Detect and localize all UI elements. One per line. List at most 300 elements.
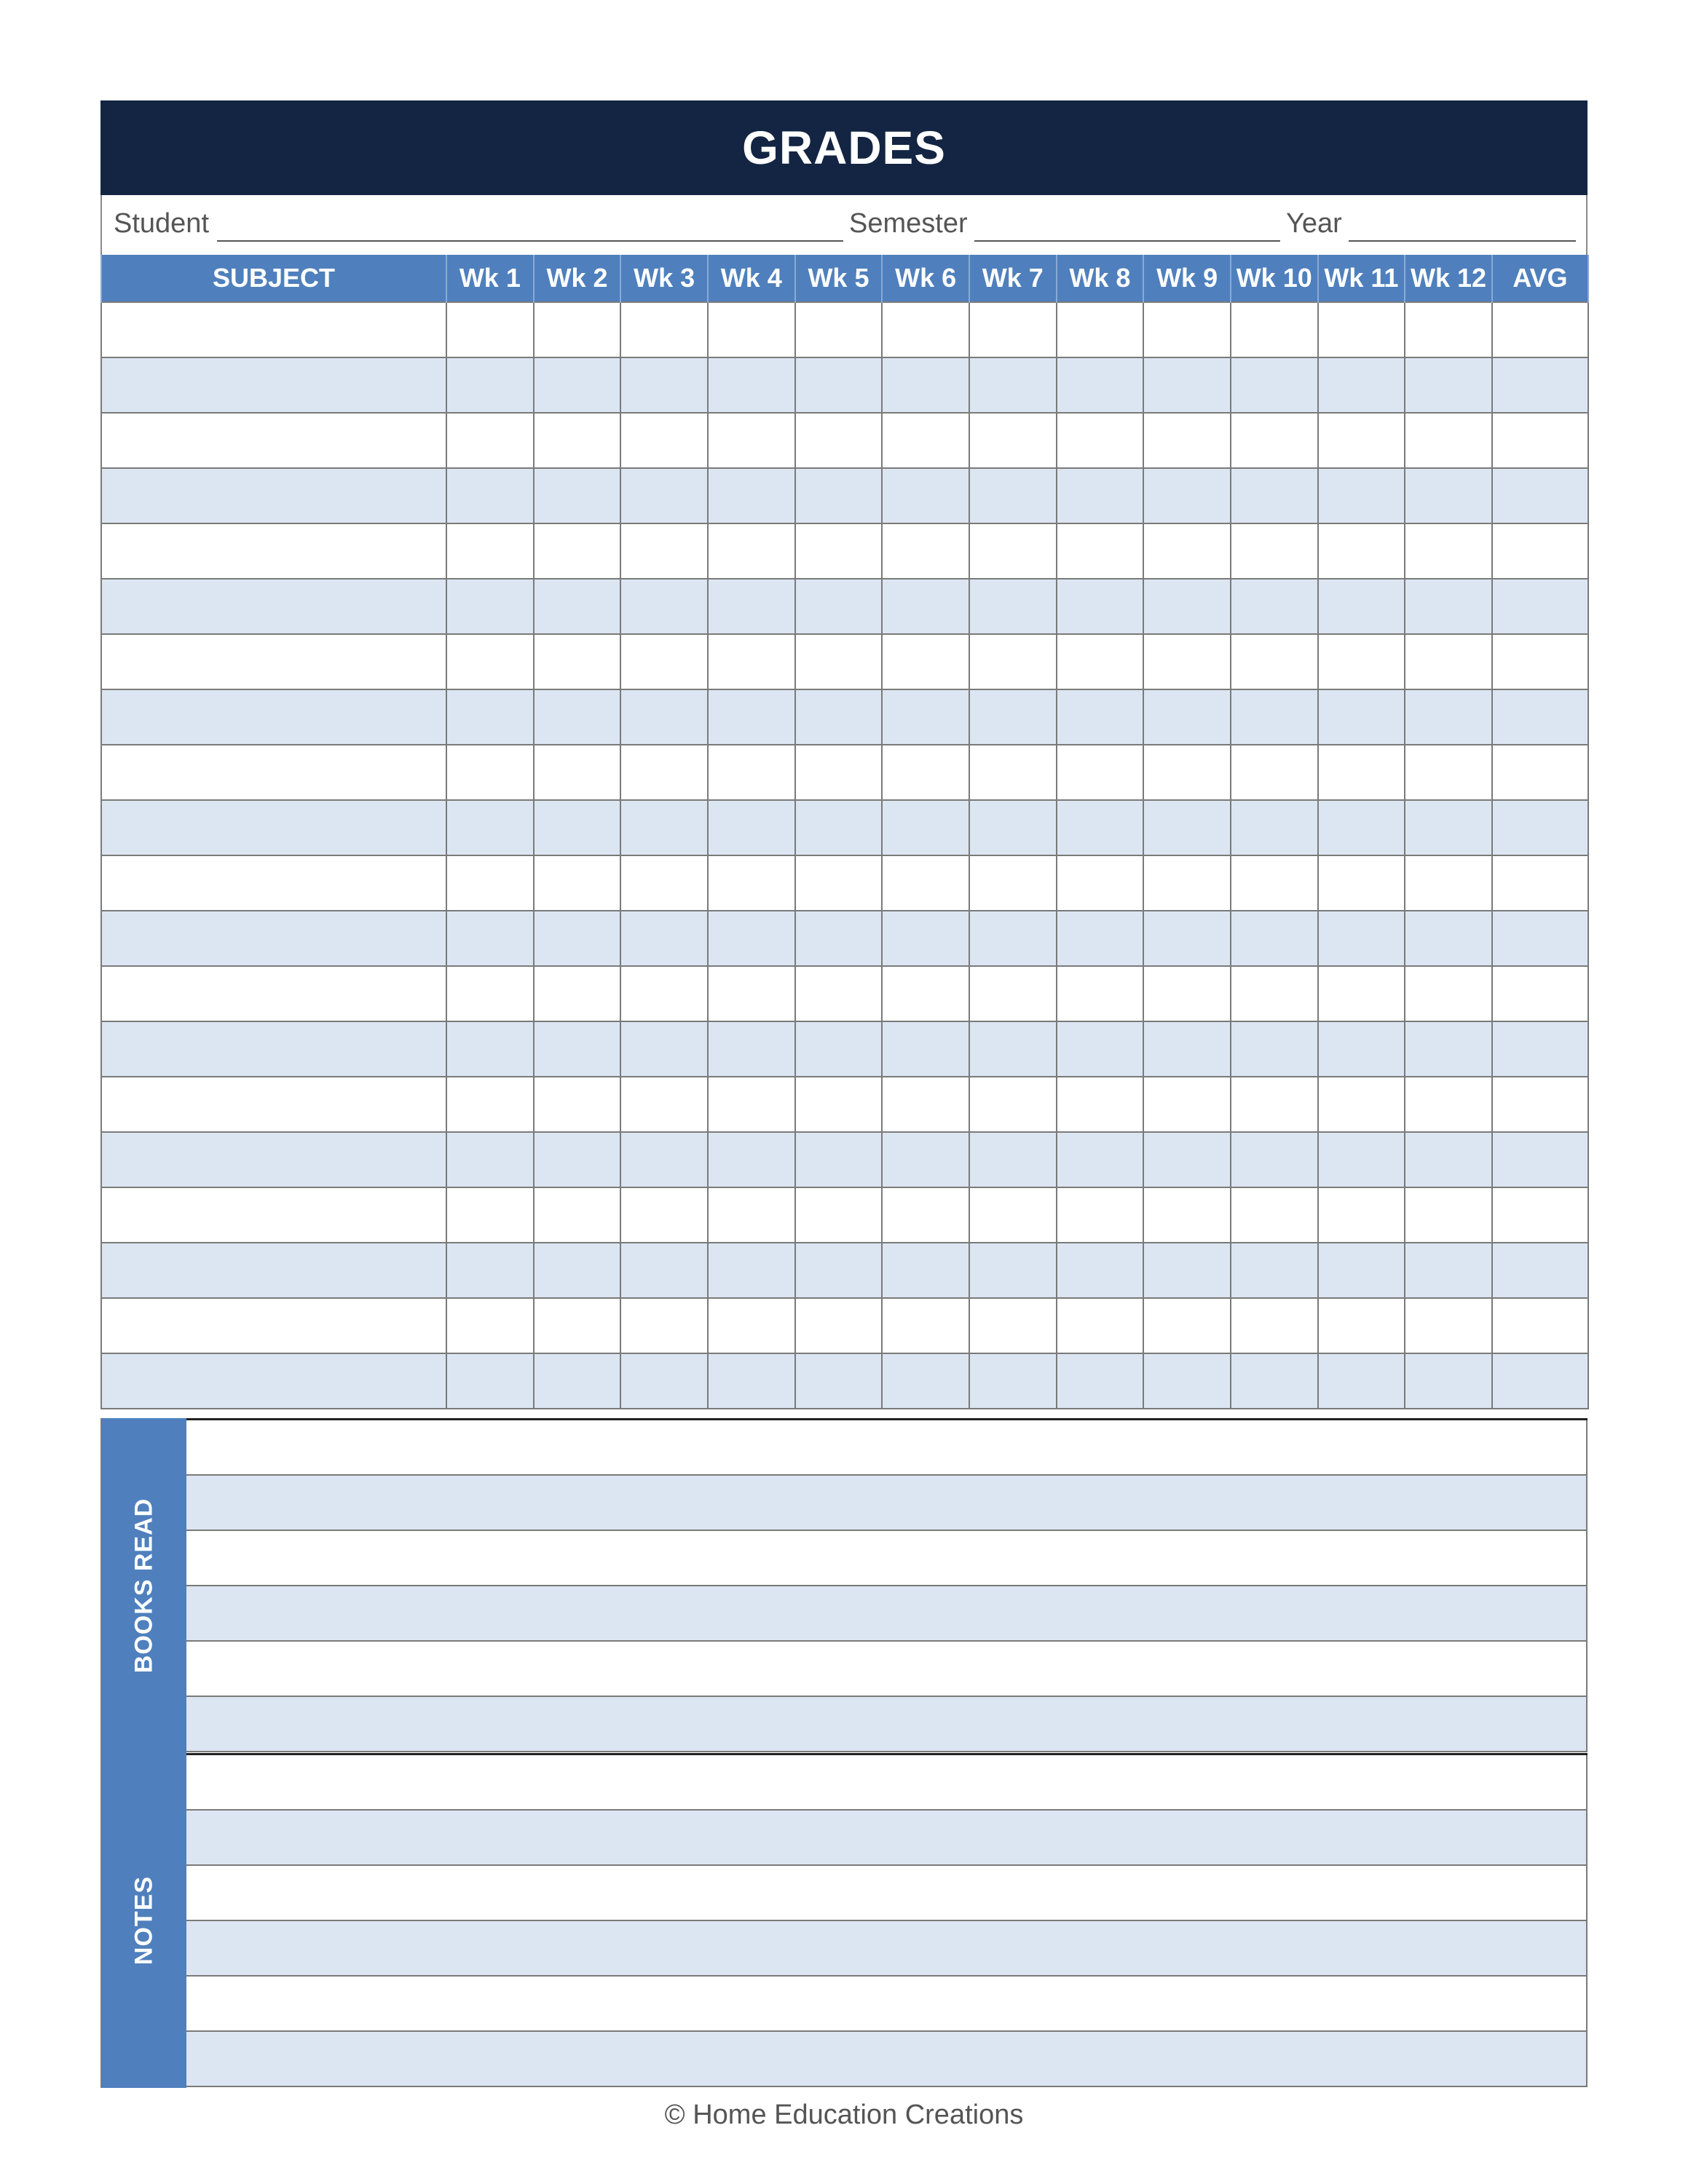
grade-cell[interactable] <box>1057 1298 1144 1353</box>
grade-cell[interactable] <box>882 1298 969 1353</box>
grade-cell[interactable] <box>969 1353 1057 1409</box>
header-week: Wk 7 <box>969 255 1057 302</box>
grade-cell[interactable] <box>969 855 1057 911</box>
grade-cell[interactable] <box>620 689 708 745</box>
grade-cell[interactable] <box>446 1353 534 1409</box>
grade-cell[interactable] <box>446 413 534 468</box>
grade-cell[interactable] <box>1318 855 1405 911</box>
grade-cell[interactable] <box>882 966 969 1021</box>
subject-cell[interactable] <box>101 468 446 523</box>
grade-cell[interactable] <box>620 634 708 689</box>
grade-cell[interactable] <box>534 800 621 855</box>
grade-cell[interactable] <box>1318 468 1405 523</box>
grade-cell[interactable] <box>1405 689 1492 745</box>
grade-cell[interactable] <box>1057 523 1144 579</box>
grade-cell[interactable] <box>1057 413 1144 468</box>
avg-cell[interactable] <box>1492 745 1588 800</box>
subject-cell[interactable] <box>101 634 446 689</box>
grade-cell[interactable] <box>620 911 708 966</box>
grade-cell[interactable] <box>1231 357 1318 413</box>
grade-cell[interactable] <box>969 1077 1057 1132</box>
grade-cell[interactable] <box>708 579 795 634</box>
avg-cell[interactable] <box>1492 634 1588 689</box>
grade-cell[interactable] <box>882 1187 969 1243</box>
grade-cell[interactable] <box>1057 1187 1144 1243</box>
grade-cell[interactable] <box>1231 1021 1318 1077</box>
grade-row <box>101 523 1588 579</box>
grade-cell[interactable] <box>708 1077 795 1132</box>
grade-cell[interactable] <box>446 1132 534 1187</box>
grade-cell[interactable] <box>534 1021 621 1077</box>
grade-cell[interactable] <box>1143 413 1231 468</box>
grade-cell[interactable] <box>1057 1353 1144 1409</box>
grade-cell[interactable] <box>969 523 1057 579</box>
grade-cell[interactable] <box>708 1187 795 1243</box>
grade-cell[interactable] <box>1231 1298 1318 1353</box>
grade-cell[interactable] <box>1143 966 1231 1021</box>
grade-cell[interactable] <box>882 468 969 523</box>
grade-cell[interactable] <box>534 579 621 634</box>
grade-cell[interactable] <box>446 855 534 911</box>
grade-cell[interactable] <box>1405 468 1492 523</box>
grade-cell[interactable] <box>1057 1021 1144 1077</box>
avg-cell[interactable] <box>1492 855 1588 911</box>
grade-cell[interactable] <box>534 357 621 413</box>
student-field[interactable] <box>217 240 843 242</box>
subject-cell[interactable] <box>101 357 446 413</box>
notes-line[interactable] <box>186 1811 1588 1866</box>
grade-cell[interactable] <box>1405 1187 1492 1243</box>
grade-cell[interactable] <box>1318 800 1405 855</box>
grade-cell[interactable] <box>1318 911 1405 966</box>
grade-cell[interactable] <box>1231 855 1318 911</box>
grade-cell[interactable] <box>534 1298 621 1353</box>
grade-cell[interactable] <box>534 413 621 468</box>
notes-line[interactable] <box>186 1755 1588 1811</box>
grade-cell[interactable] <box>1231 966 1318 1021</box>
grade-cell[interactable] <box>446 1187 534 1243</box>
grade-cell[interactable] <box>969 911 1057 966</box>
avg-cell[interactable] <box>1492 966 1588 1021</box>
grade-cell[interactable] <box>446 468 534 523</box>
grade-cell[interactable] <box>708 634 795 689</box>
grade-cell[interactable] <box>1405 745 1492 800</box>
grade-cell[interactable] <box>969 579 1057 634</box>
notes-line[interactable] <box>186 1866 1588 1921</box>
avg-cell[interactable] <box>1492 579 1588 634</box>
grade-cell[interactable] <box>1318 579 1405 634</box>
avg-cell[interactable] <box>1492 1243 1588 1298</box>
grade-cell[interactable] <box>446 302 534 357</box>
notes-line[interactable] <box>186 2032 1588 2087</box>
grade-cell[interactable] <box>1405 523 1492 579</box>
books-read-line[interactable] <box>186 1642 1588 1697</box>
grade-cell[interactable] <box>1231 634 1318 689</box>
grade-cell[interactable] <box>708 855 795 911</box>
grade-cell[interactable] <box>882 1077 969 1132</box>
grade-cell[interactable] <box>708 1132 795 1187</box>
grade-cell[interactable] <box>795 1021 883 1077</box>
grade-cell[interactable] <box>1318 1243 1405 1298</box>
grade-cell[interactable] <box>1405 911 1492 966</box>
grade-cell[interactable] <box>620 1132 708 1187</box>
grade-cell[interactable] <box>1318 966 1405 1021</box>
grade-cell[interactable] <box>620 579 708 634</box>
subject-cell[interactable] <box>101 1077 446 1132</box>
grade-cell[interactable] <box>1057 1132 1144 1187</box>
grade-cell[interactable] <box>969 745 1057 800</box>
grade-cell[interactable] <box>446 1298 534 1353</box>
avg-cell[interactable] <box>1492 689 1588 745</box>
grade-cell[interactable] <box>882 523 969 579</box>
grade-cell[interactable] <box>708 357 795 413</box>
semester-field[interactable] <box>974 240 1280 242</box>
grade-cell[interactable] <box>1057 1243 1144 1298</box>
grade-cell[interactable] <box>446 634 534 689</box>
grade-cell[interactable] <box>795 413 883 468</box>
grade-cell[interactable] <box>534 1077 621 1132</box>
books-read-line[interactable] <box>186 1586 1588 1642</box>
grade-cell[interactable] <box>795 302 883 357</box>
avg-cell[interactable] <box>1492 800 1588 855</box>
grade-cell[interactable] <box>1143 1353 1231 1409</box>
avg-cell[interactable] <box>1492 468 1588 523</box>
subject-cell[interactable] <box>101 1353 446 1409</box>
grade-cell[interactable] <box>882 1243 969 1298</box>
grade-row <box>101 468 1588 523</box>
grade-cell[interactable] <box>882 302 969 357</box>
grade-cell[interactable] <box>1318 523 1405 579</box>
grade-cell[interactable] <box>1057 966 1144 1021</box>
grade-cell[interactable] <box>1231 1243 1318 1298</box>
grade-cell[interactable] <box>620 800 708 855</box>
grade-cell[interactable] <box>1231 1353 1318 1409</box>
grade-cell[interactable] <box>795 745 883 800</box>
grade-cell[interactable] <box>969 357 1057 413</box>
grade-cell[interactable] <box>1231 579 1318 634</box>
grade-cell[interactable] <box>882 1132 969 1187</box>
grade-cell[interactable] <box>1057 579 1144 634</box>
grade-cell[interactable] <box>708 800 795 855</box>
grade-cell[interactable] <box>1231 413 1318 468</box>
grade-cell[interactable] <box>969 689 1057 745</box>
grade-cell[interactable] <box>1231 523 1318 579</box>
grade-cell[interactable] <box>1405 1243 1492 1298</box>
subject-cell[interactable] <box>101 800 446 855</box>
grade-cell[interactable] <box>1143 855 1231 911</box>
subject-cell[interactable] <box>101 745 446 800</box>
avg-cell[interactable] <box>1492 1298 1588 1353</box>
grade-cell[interactable] <box>620 1021 708 1077</box>
grade-cell[interactable] <box>1057 689 1144 745</box>
grade-cell[interactable] <box>969 413 1057 468</box>
grade-cell[interactable] <box>1405 357 1492 413</box>
grade-cell[interactable] <box>1143 579 1231 634</box>
grade-cell[interactable] <box>1405 1298 1492 1353</box>
grade-cell[interactable] <box>1057 302 1144 357</box>
grade-cell[interactable] <box>1318 689 1405 745</box>
subject-cell[interactable] <box>101 579 446 634</box>
grade-row <box>101 911 1588 966</box>
books-read-line[interactable] <box>186 1476 1588 1531</box>
grade-cell[interactable] <box>446 1243 534 1298</box>
grade-cell[interactable] <box>795 689 883 745</box>
grade-cell[interactable] <box>1231 468 1318 523</box>
grade-cell[interactable] <box>620 357 708 413</box>
grade-cell[interactable] <box>1143 523 1231 579</box>
grade-cell[interactable] <box>882 689 969 745</box>
subject-cell[interactable] <box>101 1243 446 1298</box>
grade-cell[interactable] <box>1405 579 1492 634</box>
grade-cell[interactable] <box>1231 1132 1318 1187</box>
subject-cell[interactable] <box>101 911 446 966</box>
grade-cell[interactable] <box>708 689 795 745</box>
avg-cell[interactable] <box>1492 1132 1588 1187</box>
grade-cell[interactable] <box>1143 1187 1231 1243</box>
grade-cell[interactable] <box>1318 1353 1405 1409</box>
grade-cell[interactable] <box>882 357 969 413</box>
subject-cell[interactable] <box>101 1187 446 1243</box>
grade-cell[interactable] <box>1231 302 1318 357</box>
grade-cell[interactable] <box>795 1243 883 1298</box>
avg-cell[interactable] <box>1492 1353 1588 1409</box>
grade-cell[interactable] <box>1318 1298 1405 1353</box>
grade-cell[interactable] <box>1318 745 1405 800</box>
grade-cell[interactable] <box>446 357 534 413</box>
grade-cell[interactable] <box>882 634 969 689</box>
grade-cell[interactable] <box>1405 1353 1492 1409</box>
grade-cell[interactable] <box>1057 911 1144 966</box>
subject-cell[interactable] <box>101 1021 446 1077</box>
grade-cell[interactable] <box>795 1077 883 1132</box>
grade-cell[interactable] <box>534 855 621 911</box>
grade-cell[interactable] <box>534 1187 621 1243</box>
grade-cell[interactable] <box>795 855 883 911</box>
grade-cell[interactable] <box>1318 1021 1405 1077</box>
grade-cell[interactable] <box>1143 911 1231 966</box>
grade-cell[interactable] <box>969 634 1057 689</box>
grade-cell[interactable] <box>795 357 883 413</box>
grade-cell[interactable] <box>969 1021 1057 1077</box>
grade-cell[interactable] <box>446 579 534 634</box>
avg-cell[interactable] <box>1492 1077 1588 1132</box>
grade-cell[interactable] <box>620 413 708 468</box>
books-read-line[interactable] <box>186 1531 1588 1586</box>
grade-cell[interactable] <box>1405 966 1492 1021</box>
grade-cell[interactable] <box>534 745 621 800</box>
grade-cell[interactable] <box>534 634 621 689</box>
grade-cell[interactable] <box>882 1353 969 1409</box>
grade-cell[interactable] <box>795 1187 883 1243</box>
avg-cell[interactable] <box>1492 911 1588 966</box>
grade-cell[interactable] <box>1057 357 1144 413</box>
grade-cell[interactable] <box>708 523 795 579</box>
grade-cell[interactable] <box>795 966 883 1021</box>
notes-line[interactable] <box>186 1921 1588 1977</box>
grade-cell[interactable] <box>1143 302 1231 357</box>
grade-cell[interactable] <box>1405 1077 1492 1132</box>
grade-cell[interactable] <box>620 1298 708 1353</box>
grade-cell[interactable] <box>1057 634 1144 689</box>
grade-cell[interactable] <box>620 1187 708 1243</box>
grade-cell[interactable] <box>1143 745 1231 800</box>
grade-cell[interactable] <box>1318 1077 1405 1132</box>
grade-cell[interactable] <box>534 302 621 357</box>
grade-cell[interactable] <box>795 1353 883 1409</box>
grade-cell[interactable] <box>708 966 795 1021</box>
grade-cell[interactable] <box>882 911 969 966</box>
grade-cell[interactable] <box>969 1243 1057 1298</box>
grade-cell[interactable] <box>620 855 708 911</box>
grade-cell[interactable] <box>969 966 1057 1021</box>
grade-cell[interactable] <box>1231 1187 1318 1243</box>
grade-cell[interactable] <box>1318 302 1405 357</box>
grade-cell[interactable] <box>795 523 883 579</box>
grade-cell[interactable] <box>1143 1243 1231 1298</box>
grade-cell[interactable] <box>1143 634 1231 689</box>
grade-cell[interactable] <box>620 302 708 357</box>
grade-cell[interactable] <box>1143 800 1231 855</box>
grade-cell[interactable] <box>882 413 969 468</box>
grade-cell[interactable] <box>446 523 534 579</box>
grade-row <box>101 966 1588 1021</box>
grade-cell[interactable] <box>1057 855 1144 911</box>
subject-cell[interactable] <box>101 523 446 579</box>
grade-cell[interactable] <box>1143 689 1231 745</box>
grade-cell[interactable] <box>620 1243 708 1298</box>
avg-cell[interactable] <box>1492 1187 1588 1243</box>
grade-cell[interactable] <box>1057 1077 1144 1132</box>
grade-cell[interactable] <box>1405 413 1492 468</box>
grade-cell[interactable] <box>620 745 708 800</box>
grade-cell[interactable] <box>708 745 795 800</box>
subject-cell[interactable] <box>101 302 446 357</box>
grade-cell[interactable] <box>1143 468 1231 523</box>
grade-cell[interactable] <box>1231 745 1318 800</box>
grade-cell[interactable] <box>534 1353 621 1409</box>
grade-cell[interactable] <box>446 911 534 966</box>
grade-cell[interactable] <box>620 1077 708 1132</box>
grade-cell[interactable] <box>1143 357 1231 413</box>
grade-cell[interactable] <box>708 468 795 523</box>
grade-cell[interactable] <box>534 468 621 523</box>
grade-cell[interactable] <box>534 523 621 579</box>
grade-cell[interactable] <box>1057 745 1144 800</box>
grade-cell[interactable] <box>795 911 883 966</box>
grade-cell[interactable] <box>446 1021 534 1077</box>
avg-cell[interactable] <box>1492 302 1588 357</box>
grade-cell[interactable] <box>969 1187 1057 1243</box>
grade-cell[interactable] <box>534 689 621 745</box>
grade-cell[interactable] <box>1405 634 1492 689</box>
grade-cell[interactable] <box>795 579 883 634</box>
grade-cell[interactable] <box>969 800 1057 855</box>
grade-cell[interactable] <box>882 855 969 911</box>
subject-cell[interactable] <box>101 855 446 911</box>
avg-cell[interactable] <box>1492 413 1588 468</box>
grade-cell[interactable] <box>620 966 708 1021</box>
grade-cell[interactable] <box>1057 468 1144 523</box>
grade-cell[interactable] <box>534 1243 621 1298</box>
grade-cell[interactable] <box>708 413 795 468</box>
grade-cell[interactable] <box>969 1132 1057 1187</box>
grade-cell[interactable] <box>446 800 534 855</box>
grade-cell[interactable] <box>1405 302 1492 357</box>
grade-cell[interactable] <box>1405 1132 1492 1187</box>
grade-cell[interactable] <box>795 1298 883 1353</box>
grade-cell[interactable] <box>446 1077 534 1132</box>
grade-cell[interactable] <box>1405 1021 1492 1077</box>
grade-cell[interactable] <box>1231 800 1318 855</box>
grade-cell[interactable] <box>1057 800 1144 855</box>
grade-cell[interactable] <box>795 634 883 689</box>
grade-cell[interactable] <box>708 1243 795 1298</box>
year-field[interactable] <box>1349 240 1576 242</box>
grade-cell[interactable] <box>534 911 621 966</box>
grade-cell[interactable] <box>795 800 883 855</box>
grade-cell[interactable] <box>708 302 795 357</box>
avg-cell[interactable] <box>1492 523 1588 579</box>
grade-cell[interactable] <box>1231 689 1318 745</box>
grade-cell[interactable] <box>795 1132 883 1187</box>
grade-cell[interactable] <box>969 302 1057 357</box>
subject-cell[interactable] <box>101 1298 446 1353</box>
grade-cell[interactable] <box>795 468 883 523</box>
grade-cell[interactable] <box>1143 1021 1231 1077</box>
grade-cell[interactable] <box>620 468 708 523</box>
grade-cell[interactable] <box>1318 413 1405 468</box>
grade-cell[interactable] <box>446 966 534 1021</box>
grade-cell[interactable] <box>882 745 969 800</box>
avg-cell[interactable] <box>1492 357 1588 413</box>
grade-cell[interactable] <box>534 1132 621 1187</box>
subject-cell[interactable] <box>101 689 446 745</box>
subject-cell[interactable] <box>101 413 446 468</box>
books-read-line[interactable] <box>186 1697 1588 1752</box>
grade-cell[interactable] <box>446 745 534 800</box>
grade-cell[interactable] <box>1405 800 1492 855</box>
books-read-line[interactable] <box>186 1420 1588 1476</box>
grade-cell[interactable] <box>1318 1187 1405 1243</box>
avg-cell[interactable] <box>1492 1021 1588 1077</box>
grade-cell[interactable] <box>1231 1077 1318 1132</box>
grade-cell[interactable] <box>1318 634 1405 689</box>
grade-cell[interactable] <box>1143 1132 1231 1187</box>
grade-cell[interactable] <box>882 579 969 634</box>
grade-cell[interactable] <box>1318 1132 1405 1187</box>
grade-cell[interactable] <box>1231 911 1318 966</box>
subject-cell[interactable] <box>101 1132 446 1187</box>
grade-cell[interactable] <box>969 468 1057 523</box>
grade-cell[interactable] <box>969 1298 1057 1353</box>
grade-cell[interactable] <box>620 523 708 579</box>
subject-cell[interactable] <box>101 966 446 1021</box>
grade-cell[interactable] <box>534 966 621 1021</box>
grade-cell[interactable] <box>620 1353 708 1409</box>
grade-cell[interactable] <box>708 1298 795 1353</box>
grade-cell[interactable] <box>708 911 795 966</box>
grade-cell[interactable] <box>1143 1298 1231 1353</box>
grade-cell[interactable] <box>708 1021 795 1077</box>
grade-cell[interactable] <box>446 689 534 745</box>
notes-line[interactable] <box>186 1977 1588 2032</box>
grade-cell[interactable] <box>1405 855 1492 911</box>
grade-cell[interactable] <box>1143 1077 1231 1132</box>
grade-cell[interactable] <box>882 1021 969 1077</box>
grade-cell[interactable] <box>882 800 969 855</box>
grade-cell[interactable] <box>1318 357 1405 413</box>
grade-cell[interactable] <box>708 1353 795 1409</box>
